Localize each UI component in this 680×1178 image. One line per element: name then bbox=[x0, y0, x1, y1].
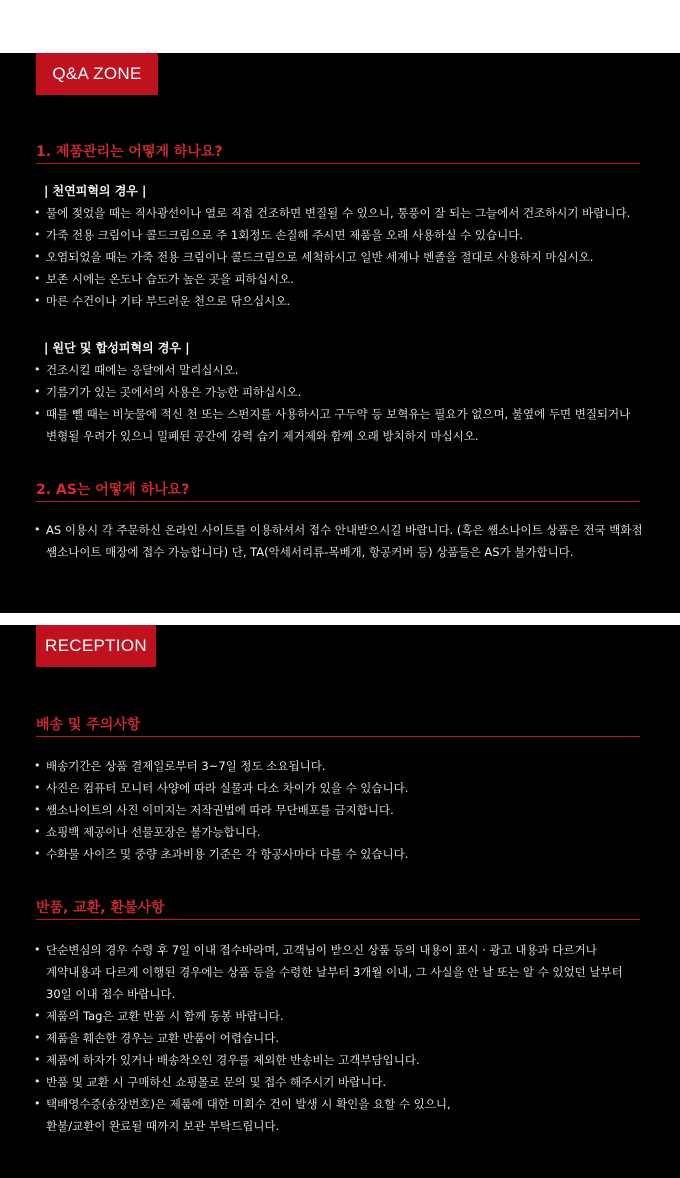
synthetic-leather-heading: | 원단 및 합성피혁의 경우 | bbox=[44, 341, 190, 355]
product-care-heading: 1. 제품관리는 어떻게 하나요? bbox=[36, 143, 640, 164]
bullet-icon: • bbox=[34, 1075, 41, 1088]
list-item: • 건조시킬 때에는 응달에서 말리십시오. bbox=[34, 359, 644, 381]
list-item: • 쇼핑백 제공이나 선물포장은 불가능합니다. bbox=[34, 821, 644, 843]
qa-zone-tag: Q&A ZONE bbox=[36, 53, 158, 95]
list-item: • AS 이용시 각 주문하신 온라인 사이트를 이용하셔서 접수 안내받으시길 바랍니다. (혹은 쌤소나이트 상품은 전국 백화점 쌤소나이트 매장에 접수 가능합니다) 단, TA(악세서리류-목베개, 항공커버 등) 상품들은 AS가 불가합니다. bbox=[34, 519, 644, 563]
list-item: • 제품의 Tag은 교환 반품 시 함께 동봉 바랍니다. bbox=[34, 1005, 644, 1027]
list-item: • 사진은 컴퓨터 모니터 사양에 따라 실물과 다소 차이가 있을 수 있습니다. bbox=[34, 777, 644, 799]
bullet-icon: • bbox=[34, 294, 41, 307]
synthetic-leather-list bbox=[34, 359, 644, 447]
list-item: • 배송기간은 상품 결제일로부터 3~7일 정도 소요됩니다. bbox=[34, 755, 644, 777]
bullet-icon: • bbox=[34, 825, 41, 838]
list-item: • 단순변심의 경우 수령 후 7일 이내 접수바라며, 고객님이 받으신 상품 등의 내용이 표시 · 광고 내용과 다르거나 계약내용과 다르게 이행된 경우에는 상품 등을 수령한 날부터 3개월 이내, 그 사실을 안 날 또는 알 수 있었던 날부터 30일 이내 접수 바랍니다. bbox=[34, 939, 644, 1005]
list-item: • 반품 및 교환 시 구매하신 쇼핑몰로 문의 및 접수 해주시기 바랍니다. bbox=[34, 1071, 644, 1093]
reception-tag: RECEPTION bbox=[36, 625, 156, 667]
as-heading: 2. AS는 어떻게 하나요? bbox=[36, 481, 640, 502]
list-item: • 가죽 전용 크림이나 콜드크림으로 주 1회정도 손질해 주시면 제품을 오래 사용하실 수 있습니다. bbox=[34, 224, 644, 246]
list-item: • 기름기가 있는 곳에서의 사용은 가능한 피하십시오. bbox=[34, 381, 644, 403]
bullet-icon: • bbox=[34, 250, 41, 263]
as-list bbox=[34, 519, 644, 563]
natural-leather-list bbox=[34, 202, 644, 312]
list-item: • 물에 젖었을 때는 직사광선이나 열로 직접 건조하면 변질될 수 있으니, 통풍이 잘 되는 그늘에서 건조하시기 바랍니다. bbox=[34, 202, 644, 224]
qa-panel bbox=[0, 53, 680, 613]
bullet-icon: • bbox=[34, 385, 41, 398]
bullet-icon: • bbox=[34, 1053, 41, 1066]
bullet-icon: • bbox=[34, 523, 41, 536]
list-item: • 오염되었을 때는 가죽 전용 크림이나 콜드크림으로 세척하시고 일반 세제나 벤졸을 절대로 사용하지 마십시오. bbox=[34, 246, 644, 268]
returns-heading: 반품, 교환, 환불사항 bbox=[36, 899, 640, 920]
list-item: • 마른 수건이나 기타 부드러운 천으로 닦으십시오. bbox=[34, 290, 644, 312]
bullet-icon: • bbox=[34, 1031, 41, 1044]
delivery-heading: 배송 및 주의사항 bbox=[36, 716, 640, 737]
bullet-icon: • bbox=[34, 407, 41, 420]
bullet-icon: • bbox=[34, 272, 41, 285]
list-item: • 수화물 사이즈 및 중량 초과비용 기준은 각 항공사마다 다를 수 있습니다. bbox=[34, 843, 644, 865]
list-item: • 쌤소나이트의 사진 이미지는 저작권법에 따라 무단배포를 금지합니다. bbox=[34, 799, 644, 821]
bullet-icon: • bbox=[34, 228, 41, 241]
bullet-icon: • bbox=[34, 759, 41, 772]
natural-leather-heading: | 천연피혁의 경우 | bbox=[44, 184, 147, 198]
bullet-icon: • bbox=[34, 1097, 41, 1110]
bullet-icon: • bbox=[34, 943, 41, 956]
list-item: • 제품을 훼손한 경우는 교환 반품이 어렵습니다. bbox=[34, 1027, 644, 1049]
reception-panel bbox=[0, 625, 680, 1178]
bullet-icon: • bbox=[34, 781, 41, 794]
bullet-icon: • bbox=[34, 803, 41, 816]
delivery-list bbox=[34, 755, 644, 865]
list-item: • 보존 시에는 온도나 습도가 높은 곳을 피하십시오. bbox=[34, 268, 644, 290]
bullet-icon: • bbox=[34, 847, 41, 860]
bullet-icon: • bbox=[34, 1009, 41, 1022]
list-item: • 때를 뺄 때는 비눗물에 적신 천 또는 스펀지를 사용하시고 구두약 등 보혁유는 필요가 없으며, 불옆에 두면 변질되거나 변형될 우려가 있으니 밀폐된 공간에 강력 습기 제거제와 함께 오래 방치하지 마십시오. bbox=[34, 403, 644, 447]
list-item: • 택배영수증(송장번호)은 제품에 대한 미회수 건이 발생 시 확인을 요할 수 있으니, 환불/교환이 완료될 때까지 보관 부탁드립니다. bbox=[34, 1093, 644, 1137]
bullet-icon: • bbox=[34, 363, 41, 376]
returns-list bbox=[34, 939, 644, 1137]
bullet-icon: • bbox=[34, 206, 41, 219]
list-item: • 제품에 하자가 있거나 배송착오인 경우를 제외한 반송비는 고객부담입니다. bbox=[34, 1049, 644, 1071]
